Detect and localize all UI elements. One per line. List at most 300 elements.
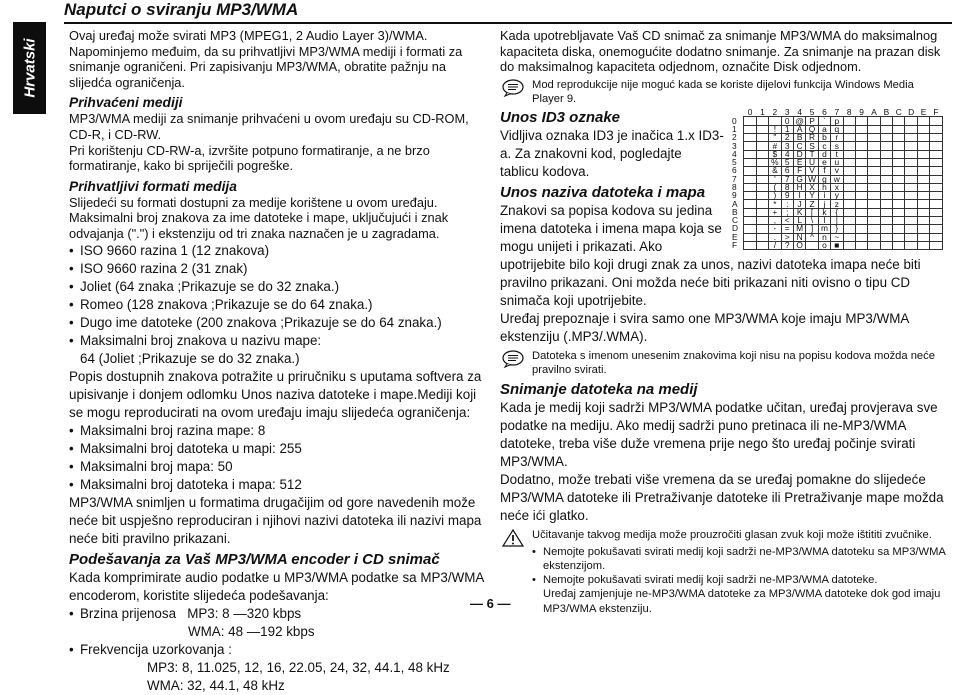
- warning-icon: [502, 529, 524, 547]
- note-text: Učitavanje takvog medija može prouzročiti glasan zvuk koji može ištititi zvučnike.: [532, 528, 932, 541]
- code-cell: F: [793, 167, 805, 175]
- code-cell: -: [769, 225, 781, 233]
- left-column: [69, 28, 487, 695]
- code-cell: 0: [781, 117, 793, 125]
- code-cell: [930, 233, 942, 241]
- note-icon: [502, 350, 524, 368]
- code-cell: |: [831, 217, 843, 225]
- code-cell: [843, 208, 855, 216]
- code-cell: [843, 192, 855, 200]
- row-header: E: [732, 231, 738, 242]
- code-cell: [843, 125, 855, 133]
- code-cell: [756, 142, 768, 150]
- code-cell: 3: [781, 142, 793, 150]
- code-cell: [893, 150, 905, 158]
- note-wmp: [500, 78, 948, 106]
- code-cell: [855, 142, 867, 150]
- code-cell: [756, 225, 768, 233]
- code-cell: [756, 183, 768, 191]
- code-cell: v: [831, 167, 843, 175]
- code-cell: [930, 217, 942, 225]
- code-cell: [843, 142, 855, 150]
- title-rule: [64, 22, 952, 24]
- code-cell: [905, 208, 917, 216]
- code-cell: ;: [781, 208, 793, 216]
- code-cell: [868, 225, 880, 233]
- code-cell: [880, 125, 892, 133]
- code-cell: [917, 200, 929, 208]
- code-cell: [880, 208, 892, 216]
- code-cell: >: [781, 233, 793, 241]
- code-cell: [905, 200, 917, 208]
- code-cell: [843, 175, 855, 183]
- code-cell: [843, 150, 855, 158]
- code-cell: y: [831, 192, 843, 200]
- code-cell: [868, 167, 880, 175]
- code-cell: [893, 167, 905, 175]
- code-cell: [905, 241, 917, 249]
- heading-id3: Unos ID3 oznake: [500, 109, 621, 127]
- code-cell: [868, 134, 880, 142]
- code-cell: [905, 158, 917, 166]
- code-cell: [893, 208, 905, 216]
- code-cell: h: [818, 183, 830, 191]
- code-cell: [756, 233, 768, 241]
- code-cell: [930, 208, 942, 216]
- code-cell: [893, 200, 905, 208]
- code-cell: [868, 150, 880, 158]
- limit-bullet: • Maksimalni broj razina mape: 8: [69, 422, 487, 440]
- intro-2: Napominjemo međuim, da su prihvatljivi MP3/WMA mediji i formati za snimanje ograničeni. Pri zapisivanju MP3/WMA, obratite pažnju na slijedća ograničenja.: [69, 43, 463, 90]
- code-cell: [855, 217, 867, 225]
- code-cell: [843, 200, 855, 208]
- freq-bullet: • Frekvencija uzorkovanja :: [69, 641, 487, 659]
- code-cell: [880, 158, 892, 166]
- code-cell: [855, 158, 867, 166]
- code-cell: \: [806, 217, 818, 225]
- code-cell: Z: [806, 200, 818, 208]
- column-header: 1: [760, 107, 765, 118]
- code-cell: [917, 208, 929, 216]
- code-cell: [756, 158, 768, 166]
- code-cell: [930, 175, 942, 183]
- bitrate-label: Brzina prijenosa: [80, 605, 177, 621]
- code-cell: =: [781, 225, 793, 233]
- code-cell: [855, 183, 867, 191]
- code-cell: ■: [831, 241, 843, 249]
- row-header: 0: [732, 115, 737, 126]
- row-header: 7: [732, 173, 737, 184]
- code-cell: P: [806, 117, 818, 125]
- code-cell: [893, 125, 905, 133]
- code-cell: ~: [831, 233, 843, 241]
- code-cell: ": [769, 134, 781, 142]
- code-cell: N: [793, 233, 805, 241]
- character-code-table: [732, 107, 948, 251]
- code-cell: ]: [806, 225, 818, 233]
- code-cell: #: [769, 142, 781, 150]
- code-cell: [855, 241, 867, 249]
- row-header: A: [732, 198, 738, 209]
- limit-bullet: • Maksimalni broj datoteka u mapi: 255: [69, 440, 487, 458]
- code-cell: [756, 117, 768, 125]
- code-cell: [905, 125, 917, 133]
- format-bullet-cont: 64 (Joliet ;Prikazuje se do 32 znaka.): [80, 350, 300, 366]
- code-cell: C: [793, 142, 805, 150]
- column-header: D: [908, 107, 915, 118]
- code-cell: [843, 217, 855, 225]
- code-cell: D: [793, 150, 805, 158]
- code-cell: [905, 167, 917, 175]
- names-paragraph: Znakovi sa popisa kodova su jedina imena datoteka i imena mapa koja se mogu unijeti i prikazati. Ako upotrijebite bilo koji drugi znak za unos, nazivi datoteka imapa neće biti pravilno prikazani. Oni možda neće biti prikazani niti ovisno o tipu CD snimača koji upotrijebite.: [500, 203, 921, 309]
- code-cell: [917, 183, 929, 191]
- row-header: 5: [732, 157, 737, 168]
- column-header: C: [895, 107, 902, 118]
- column-header: 4: [797, 107, 802, 118]
- disc-at-once-paragraph: Kada upotrebljavate Vaš CD snimač za snimanje MP3/WMA do maksimalnog kapaciteta diska, onemogućite dodatno snimanje. Za snimanje na prazan disk do maksimalnog kapaciteta odjednom, označite Disk odjednom.: [500, 28, 941, 75]
- code-cell: [880, 183, 892, 191]
- code-cell: ,: [769, 217, 781, 225]
- code-cell: [905, 142, 917, 150]
- code-cell: [744, 217, 756, 225]
- column-header: 2: [772, 107, 778, 118]
- code-cell: [855, 150, 867, 158]
- code-cell: [917, 192, 929, 200]
- code-cell: [: [806, 208, 818, 216]
- warning-bullet: • Nemojte pokušavati svirati medij koji sadrži ne-MP3/WMA datoteke.: [532, 573, 948, 587]
- code-cell: X: [806, 183, 818, 191]
- code-cell: [893, 117, 905, 125]
- code-cell: 5: [781, 158, 793, 166]
- code-cell: .: [769, 233, 781, 241]
- code-cell: [843, 134, 855, 142]
- note-text: Datoteka s imenom unesenim znakovima koji nisu na popisu kodova možda neće pravilno svirati.: [532, 350, 935, 377]
- code-cell: [756, 167, 768, 175]
- media-1: MP3/WMA mediji za snimanje prihvaćeni u ovom uređaju su CD-ROM, CD-R, i CD-RW.: [69, 111, 469, 142]
- code-cell: [905, 225, 917, 233]
- limit-bullet: • Maksimalni broj mapa: 50: [69, 458, 487, 476]
- code-cell: x: [831, 183, 843, 191]
- code-cell: n: [818, 233, 830, 241]
- code-cell: R: [806, 134, 818, 142]
- code-cell: A: [793, 125, 805, 133]
- code-cell: [744, 241, 756, 249]
- code-cell: u: [831, 158, 843, 166]
- note-icon: [502, 79, 524, 97]
- column-header: 0: [747, 107, 753, 118]
- code-cell: [744, 125, 756, 133]
- code-cell: [880, 233, 892, 241]
- code-cell: [893, 134, 905, 142]
- code-cell: &: [769, 167, 781, 175]
- code-cell: [930, 183, 942, 191]
- code-cell: [868, 217, 880, 225]
- warning-bullet: • Nemojte pokušavati svirati medij koji sadrži ne-MP3/WMA datoteku sa MP3/WMA ekstenzijom.: [532, 545, 948, 573]
- code-cell: [868, 158, 880, 166]
- code-cell: _: [806, 241, 818, 249]
- code-cell: [893, 183, 905, 191]
- code-cell: [756, 175, 768, 183]
- code-cell: [868, 192, 880, 200]
- format-bullet: • ISO 9660 razina 2 (31 znak): [69, 260, 487, 278]
- code-cell: [843, 233, 855, 241]
- code-cell: [880, 192, 892, 200]
- column-header: 9: [859, 107, 864, 118]
- recording-paragraph: Kada je medij koji sadrži MP3/WMA podatke učitan, uređaj provjerava sve podatke na mediju. Ako medij sadrži puno pretinaca ili ne-MP3/WMA datoteke, treba više duže vremena prije nego što uređaj počinje svirati MP3/WMA.: [500, 399, 938, 469]
- code-cell: [917, 150, 929, 158]
- code-cell: j: [818, 200, 830, 208]
- media-2: Pri korištenju CD-RW-a, izvršite potpuno formatiranje, a ne brzo formatiranje, kako bi spriječili pogreške.: [69, 142, 430, 174]
- bitrate-wma: WMA: 48 —192 kbps: [188, 623, 315, 639]
- heading-names: Unos naziva datoteka i mapa: [500, 184, 706, 202]
- code-cell: [880, 200, 892, 208]
- code-cell: [855, 175, 867, 183]
- code-cell: [930, 150, 942, 158]
- code-cell: [880, 117, 892, 125]
- code-cell: [756, 217, 768, 225]
- code-cell: [756, 208, 768, 216]
- code-cell: B: [793, 134, 805, 142]
- code-cell: [868, 200, 880, 208]
- code-cell: [756, 200, 768, 208]
- row-header: 2: [732, 132, 737, 143]
- code-cell: {: [831, 208, 843, 216]
- code-cell: 4: [781, 150, 793, 158]
- code-cell: [893, 225, 905, 233]
- freq-mp3: MP3: 8, 11.025, 12, 16, 22.05, 24, 32, 44.1, 48 kHz: [147, 659, 450, 675]
- code-cell: z: [831, 200, 843, 208]
- code-cell: [930, 125, 942, 133]
- column-header: A: [871, 107, 877, 118]
- code-cell: o: [818, 241, 830, 249]
- code-cell: W: [806, 175, 818, 183]
- code-cell: m: [818, 225, 830, 233]
- code-cell: b: [818, 134, 830, 142]
- code-cell: [855, 200, 867, 208]
- code-cell: f: [818, 167, 830, 175]
- code-cell: [843, 158, 855, 166]
- formats-1: Slijedeći su formati dostupni za medije korištene u ovom uređaju.: [69, 194, 438, 210]
- code-cell: $: [769, 150, 781, 158]
- code-cell: [930, 200, 942, 208]
- code-cell: ^: [806, 233, 818, 241]
- code-cell: k: [818, 208, 830, 216]
- code-cell: [917, 142, 929, 150]
- code-cell: 6: [781, 167, 793, 175]
- code-cell: [930, 192, 942, 200]
- heading-encoder: Podešavanja za Vaš MP3/WMA encoder i CD snimač: [69, 550, 440, 568]
- code-cell: %: [769, 158, 781, 166]
- chars-paragraph: Popis dostupnih znakova potražite u priručniku s uputama softvera za upisivanje i donjem odlomku Unos naziva datoteke i mape.Mediji koji se mogu reproducirati na ovom uređaju imaju slijedeća ograničenja:: [69, 368, 482, 420]
- code-cell: [905, 192, 917, 200]
- code-cell: S: [806, 142, 818, 150]
- code-cell: [744, 134, 756, 142]
- code-cell: [917, 158, 929, 166]
- code-cell: c: [818, 142, 830, 150]
- code-cell: [843, 183, 855, 191]
- code-cell: (: [769, 183, 781, 191]
- code-cell: @: [795, 115, 804, 126]
- code-cell: [744, 233, 756, 241]
- encoder-paragraph: Kada komprimirate audio podatke u MP3/WMA podatke sa MP3/WMA encoderom, koristite slijedeća podešavanja:: [69, 569, 484, 603]
- note-invalid-chars: [500, 349, 948, 377]
- row-header: 9: [732, 190, 737, 201]
- code-cell: [880, 217, 892, 225]
- code-cell: [744, 167, 756, 175]
- column-header: 5: [809, 107, 815, 118]
- note-text: Mod reprodukcije nije moguć kada se koriste dijelovi funkcija Windows Media Player 9.: [532, 78, 914, 105]
- code-cell: [855, 134, 867, 142]
- heading-formats: Prihvatljivi formati medija: [69, 178, 237, 194]
- code-cell: [855, 233, 867, 241]
- extension-paragraph: Uređaj prepoznaje i svira samo one MP3/WMA koje imaju MP3/WMA ekstenziju (.MP3/.WMA).: [500, 311, 909, 345]
- code-cell: H: [793, 183, 805, 191]
- recording-paragraph-2: Dodatno, može trebati više vremena da se uređaj pomakne do slijedeće MP3/WMA datoteke ili Pretraživanje datoteke ili Pretraživanje mape možda neće ići glatko.: [500, 471, 944, 523]
- row-header: D: [732, 223, 739, 234]
- code-cell: [744, 158, 756, 166]
- code-cell: [843, 117, 855, 125]
- code-cell: [917, 125, 929, 133]
- code-cell: O: [793, 241, 805, 249]
- row-header: 4: [732, 148, 737, 159]
- code-cell: [855, 167, 867, 175]
- code-cell: [930, 158, 942, 166]
- code-cell: [880, 150, 892, 158]
- bitrate-mp3: MP3: 8 —320 kbps: [187, 605, 302, 621]
- code-cell: p: [831, 117, 843, 125]
- code-cell: K: [793, 208, 805, 216]
- code-cell: U: [806, 158, 818, 166]
- code-cell: [905, 233, 917, 241]
- column-header: 3: [784, 107, 790, 118]
- column-header: 8: [846, 107, 852, 118]
- code-cell: [917, 134, 929, 142]
- intro-1: Ovaj uređaj može svirati MP3 (MPEG1, 2 Audio Layer 3)/WMA.: [69, 28, 428, 43]
- code-cell: [756, 192, 768, 200]
- code-cell: w: [831, 175, 843, 183]
- code-cell: [744, 142, 756, 150]
- code-cell: [917, 241, 929, 249]
- code-cell: [893, 217, 905, 225]
- code-cell: +: [769, 208, 781, 216]
- code-cell: [744, 175, 756, 183]
- code-cell: G: [793, 175, 805, 183]
- code-cell: [917, 167, 929, 175]
- code-cell: [744, 150, 756, 158]
- code-cell: [868, 117, 880, 125]
- code-cell: [905, 175, 917, 183]
- page-number: — 6 —: [470, 596, 511, 611]
- code-cell: `: [818, 117, 830, 125]
- column-header: E: [920, 107, 927, 118]
- code-cell: [868, 142, 880, 150]
- code-cell: [893, 175, 905, 183]
- code-cell: 1: [781, 125, 793, 133]
- right-column: [500, 28, 948, 616]
- code-cell: [855, 225, 867, 233]
- freq-wma: WMA: 32, 44.1, 48 kHz: [147, 677, 285, 693]
- code-cell: 2: [781, 134, 793, 142]
- formats-2: Maksimalni broj znakova za ime datoteke i mape, uključujući i znak odvajanja (".") i ekstenziju od tri znaka naznačen je u zagradama.: [69, 210, 449, 241]
- code-cell: Y: [806, 192, 818, 200]
- code-cell: [905, 217, 917, 225]
- column-header: B: [883, 107, 890, 118]
- code-cell: V: [806, 167, 818, 175]
- column-header: F: [933, 107, 939, 118]
- code-cell: q: [831, 125, 843, 133]
- code-cell: [905, 150, 917, 158]
- row-header: C: [732, 215, 739, 226]
- code-cell: *: [769, 200, 781, 208]
- format-bullet: • Dugo ime datoteke (200 znakova ;Prikazuje se do 64 znaka.): [69, 314, 487, 332]
- code-cell: [893, 158, 905, 166]
- code-cell: [905, 183, 917, 191]
- format-bullet: • Joliet (64 znaka ;Prikazuje se do 32 znaka.): [69, 278, 487, 296]
- code-cell: ): [769, 192, 781, 200]
- code-cell: 8: [781, 183, 793, 191]
- code-cell: [843, 241, 855, 249]
- code-cell: [880, 241, 892, 249]
- code-cell: [930, 134, 942, 142]
- code-cell: [880, 134, 892, 142]
- code-cell: [756, 134, 768, 142]
- code-cell: [744, 200, 756, 208]
- row-header: 1: [732, 123, 737, 134]
- row-header: F: [732, 240, 738, 251]
- code-cell: [756, 125, 768, 133]
- code-cell: [930, 225, 942, 233]
- code-cell: d: [818, 150, 830, 158]
- code-cell: [756, 241, 768, 249]
- code-cell: J: [793, 200, 805, 208]
- code-cell: [855, 208, 867, 216]
- code-cell: [893, 142, 905, 150]
- table-row: [732, 241, 942, 249]
- code-cell: [868, 125, 880, 133]
- code-cell: [744, 183, 756, 191]
- code-cell: [893, 241, 905, 249]
- code-cell: g: [818, 175, 830, 183]
- column-header: 7: [834, 107, 840, 118]
- bitrate-bullet: [69, 605, 487, 623]
- code-cell: [868, 183, 880, 191]
- row-header: 6: [732, 165, 737, 176]
- code-cell: /: [769, 241, 781, 249]
- language-label: Hrvatski: [21, 38, 38, 98]
- code-cell: [930, 117, 942, 125]
- code-cell: ': [769, 175, 781, 183]
- code-cell: 7: [781, 175, 793, 183]
- code-cell: I: [793, 192, 805, 200]
- code-cell: [880, 225, 892, 233]
- row-header: B: [732, 206, 738, 217]
- other-formats-paragraph: MP3/WMA snimljen u formatima drugačijim od gore navedenih može neće bit uspješno reproduciran i njihovi nazivi datoteka ili nazivi mapa neće biti pravilno prikazani.: [69, 494, 482, 546]
- code-cell: e: [818, 158, 830, 166]
- code-cell: :: [781, 200, 793, 208]
- code-cell: L: [793, 217, 805, 225]
- code-cell: s: [831, 142, 843, 150]
- code-cell: [930, 167, 942, 175]
- id3-paragraph: Vidljiva oznaka ID3 je inačica 1.x ID3-a. Za znakovni kod, pogledajte tablicu kodova.: [500, 128, 724, 180]
- code-cell: [917, 225, 929, 233]
- language-tab: [13, 22, 46, 114]
- code-cell: [756, 150, 768, 158]
- code-cell: [893, 192, 905, 200]
- code-cell: [744, 192, 756, 200]
- code-cell: [905, 117, 917, 125]
- code-cell: [843, 225, 855, 233]
- page-title: Naputci o sviranju MP3/WMA: [64, 0, 299, 19]
